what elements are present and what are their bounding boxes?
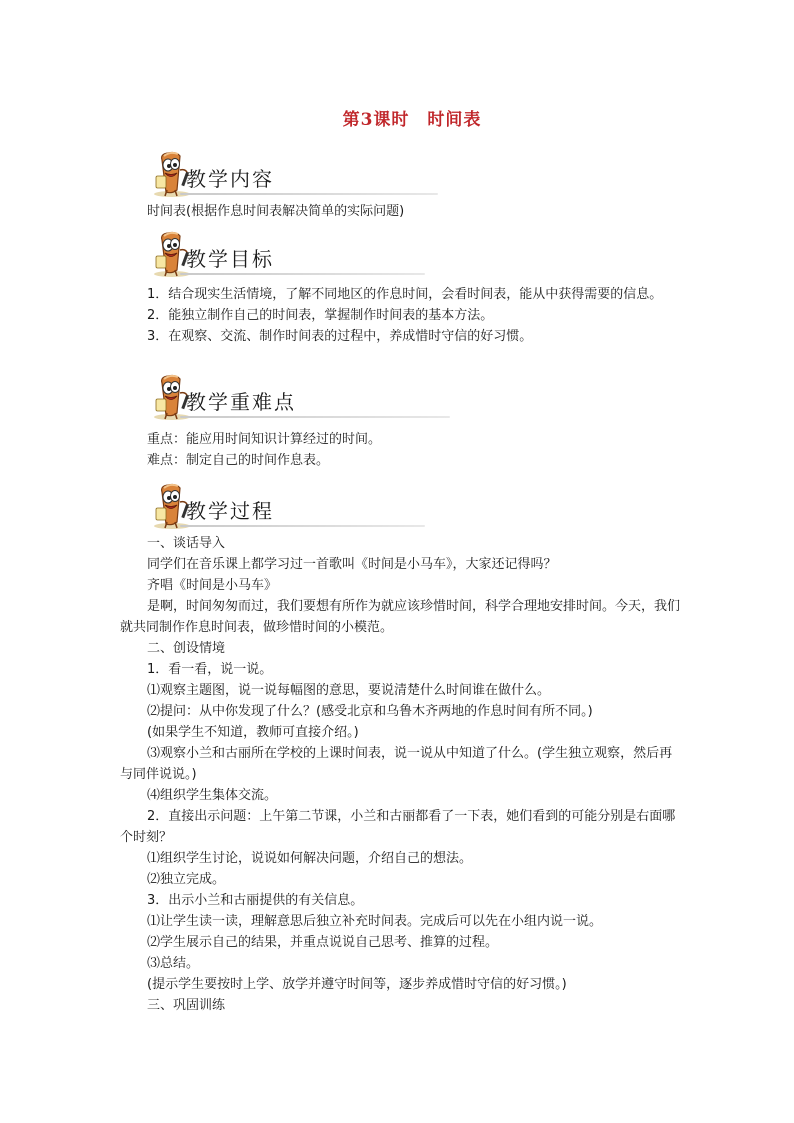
page-title: 第3课时 时间表: [342, 110, 482, 130]
process-line: ⑴组织学生讨论，说说如何解决问题，介绍自己的想法。: [147, 851, 473, 866]
process-line: 三、巩固训练: [147, 998, 226, 1013]
process-line: ⑵学生展示自己的结果，并重点说说自己思考、推算的过程。: [147, 935, 499, 950]
section-heading-process: [150, 482, 390, 530]
process-line: ⑶总结。: [147, 956, 200, 971]
process-line: ⑵提问：从中你发现了什么？(感受北京和乌鲁木齐两地的作息时间有所不同。): [147, 704, 593, 719]
process-line: ⑷组织学生集体交流。: [147, 788, 278, 803]
content-line: 时间表(根据作息时间表解决简单的实际问题): [147, 204, 405, 219]
section-heading-label: 教学内容: [186, 167, 274, 191]
process-line: ⑵独立完成。: [147, 872, 226, 887]
section-heading-label: 教学重难点: [186, 390, 296, 414]
section-heading-label: 教学目标: [186, 247, 274, 271]
content-text: [120, 201, 680, 222]
goal-item: 2．能独立制作自己的时间表，掌握制作时间表的基本方法。: [147, 308, 494, 323]
process-line: 二、创设情境: [147, 641, 226, 656]
process-line: 1．看一看，说一说。: [147, 662, 273, 677]
goals-text: [120, 284, 680, 347]
key-points-text: [120, 429, 680, 471]
section-heading-goals: [150, 230, 390, 278]
goal-item: 3．在观察、交流、制作时间表的过程中，养成惜时守信的好习惯。: [147, 329, 533, 344]
process-line: 一、谈话导入: [147, 536, 226, 551]
process-line: 齐唱《时间是小马车》: [147, 578, 278, 593]
section-heading-content: [150, 150, 390, 198]
process-text: [120, 533, 680, 1016]
process-line: 2．直接出示问题：上午第二节课，小兰和古丽都看了一下表，她们看到的可能分别是右面哪个时刻？: [120, 809, 676, 845]
process-line: 是啊，时间匆匆而过，我们要想有所作为就应该珍惜时间，科学合理地安排时间。今天，我们就共同制作作息时间表，做珍惜时间的小模范。: [120, 599, 681, 635]
process-line: ⑴观察主题图，说一说每幅图的意思，要说清楚什么时间谁在做什么。: [147, 683, 551, 698]
process-line: ⑴让学生读一读，理解意思后独立补充时间表。完成后可以先在小组内说一说。: [147, 914, 603, 929]
section-heading-label: 教学过程: [186, 499, 274, 523]
goal-item: 1．结合现实生活情境，了解不同地区的作息时间，会看时间表，能从中获得需要的信息。: [147, 287, 663, 302]
process-line: (如果学生不知道，教师可直接介绍。): [147, 725, 359, 740]
section-heading-key: [150, 373, 390, 421]
difficult-point: 难点：制定自己的时间作息表。: [147, 453, 330, 468]
process-line: (提示学生要按时上学、放学并遵守时间等，逐步养成惜时守信的好习惯。): [147, 977, 567, 992]
key-point: 重点：能应用时间知识计算经过的时间。: [147, 432, 382, 447]
process-line: 同学们在音乐课上都学习过一首歌叫《时间是小马车》，大家还记得吗？: [147, 557, 557, 572]
process-line: ⑶观察小兰和古丽所在学校的上课时间表，说一说从中知道了什么。(学生独立观察，然后再与同伴说说。): [120, 746, 673, 782]
process-line: 3．出示小兰和古丽提供的有关信息。: [147, 893, 364, 908]
